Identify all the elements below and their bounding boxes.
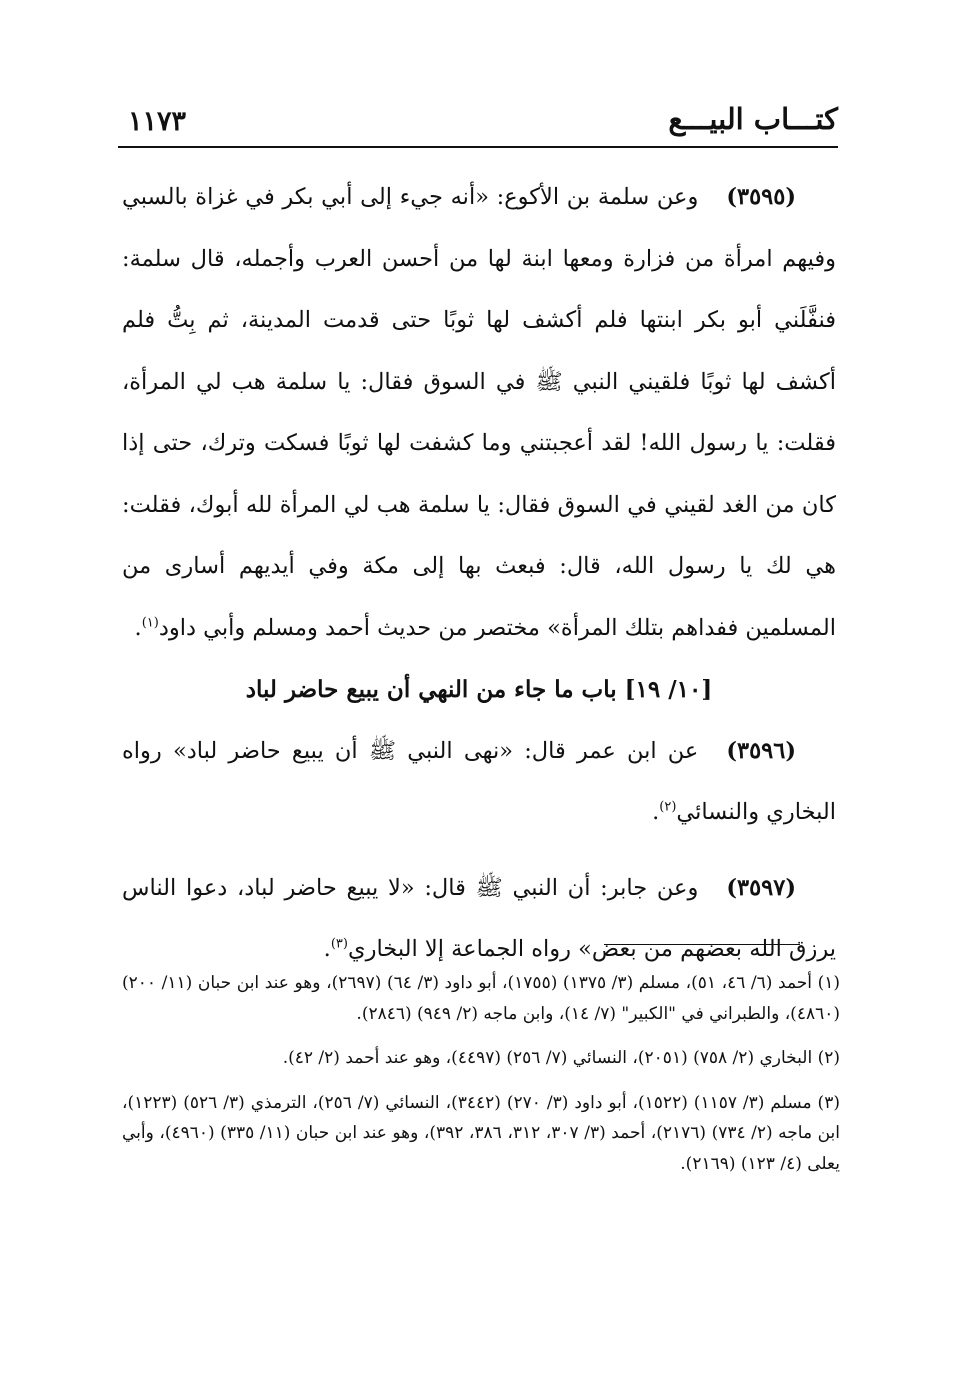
footnote-2: (٢) البخاري (٢/ ٧٥٨) (٢٠٥١)، النسائي (٧/ ٢٥٦) (٤٤٩٧)، وهو عند أحمد (٢/ ٤٢).: [282, 1048, 840, 1068]
hadith-end: .: [652, 799, 660, 825]
footnote-3: (٣) مسلم (٣/ ١١٥٧) (١٥٢٢)، أبو داود (٣/ ٢٧٠) (٣٤٤٢)، النسائي (٧/ ٢٥٦)، الترمذي (٣/ ٥٢٦) (١٢٢٣)، ابن ماجه (٢/ ٧٣٤) (٢١٧٦)، أحمد (٣/ ٣٠٧، ٣١٢، ٣٨٦، ٣٩٢)، وهو عند ابن حبان (١١/ ٣٣٥) (٤٩٦٠)، وأبي يعلى (٤/ ١٢٣) (٢١٦٩).: [122, 1092, 841, 1174]
hadith-3597: [122, 858, 836, 981]
page-number: ١١٧٣: [128, 106, 187, 137]
hadith-end: .: [134, 614, 142, 641]
hadith-end: .: [323, 936, 331, 962]
hadith-text: وعن سلمة بن الأكوع: «أنه جيء إلى أبي بكر في غزاة بالسبي وفيهم امرأة من فزارة ومعها ابنة لها من أحسن العرب وأجمله، قال سلمة: فنفَّلَني أبو بكر ابنتها فلم أكشف لها ثوبًا حتى قدمت المدينة، ثم بِتُّ فلم أكشف لها ثوبًا فلقيني النبي ﷺ في السوق فقال: يا سلمة هب لي المرأة، فقلت: يا رسول الله! لقد أعجبتني وما كشفت لها ثوبًا فسكت وترك، حتى إذا كان من الغد لقيني في السوق فقال: يا سلمة هب لي المرأة لله أبوك، فقلت: هي لك يا رسول الله، قال: فبعث بها إلى مكة وفي أيديهم أسارى من المسلمين ففداهم بتلك المرأة» مختصر من حديث أحمد ومسلم وأبي داود: [122, 184, 836, 641]
footnote-1: (١) أحمد (٦/ ٤٦، ٥١)، مسلم (٣/ ١٣٧٥) (١٧٥٥)، أبو داود (٣/ ٦٤) (٢٦٩٧)، وهو عند ابن حبان (١١/ ٢٠٠) (٤٨٦٠)، والطبراني في "الكبير" (٧/ ١٤)، وابن ماجه (٢/ ٩٤٩) (٢٨٤٦).: [122, 973, 841, 1024]
book-title: كتـــاب البيـــع: [668, 102, 838, 136]
chapter-heading: [١٠/ ١٩] باب ما جاء من النهي أن يبيع حاضر لباد: [245, 676, 713, 703]
paragraph-gap: [122, 844, 836, 858]
hadith-number: (٣٥٩٧): [726, 874, 796, 901]
header-rule: [118, 146, 838, 148]
hadith-text: عن ابن عمر قال: «نهى النبي ﷺ أن يبيع حاضر لباد» رواه البخاري والنسائي: [122, 737, 836, 825]
main-text: [122, 167, 836, 981]
footnote-ref: (٢): [659, 799, 677, 815]
hadith-number: (٣٥٩٥): [726, 184, 796, 210]
footnote-separator: [604, 944, 800, 945]
running-header: [118, 98, 838, 144]
hadith-3596: [122, 721, 836, 844]
footnote-ref: (١): [141, 615, 159, 630]
footnote-ref: (٣): [330, 936, 348, 952]
hadith-number: (٣٥٩٦): [726, 737, 796, 764]
footnotes: [122, 968, 840, 1193]
hadith-3595: [122, 167, 836, 659]
hadith-text: وعن جابر: أن النبي ﷺ قال: «لا يبيع حاضر لباد، دعوا الناس يرزق الله بعضهم من بعض» رواه الجماعة إلا البخاري: [122, 874, 836, 962]
